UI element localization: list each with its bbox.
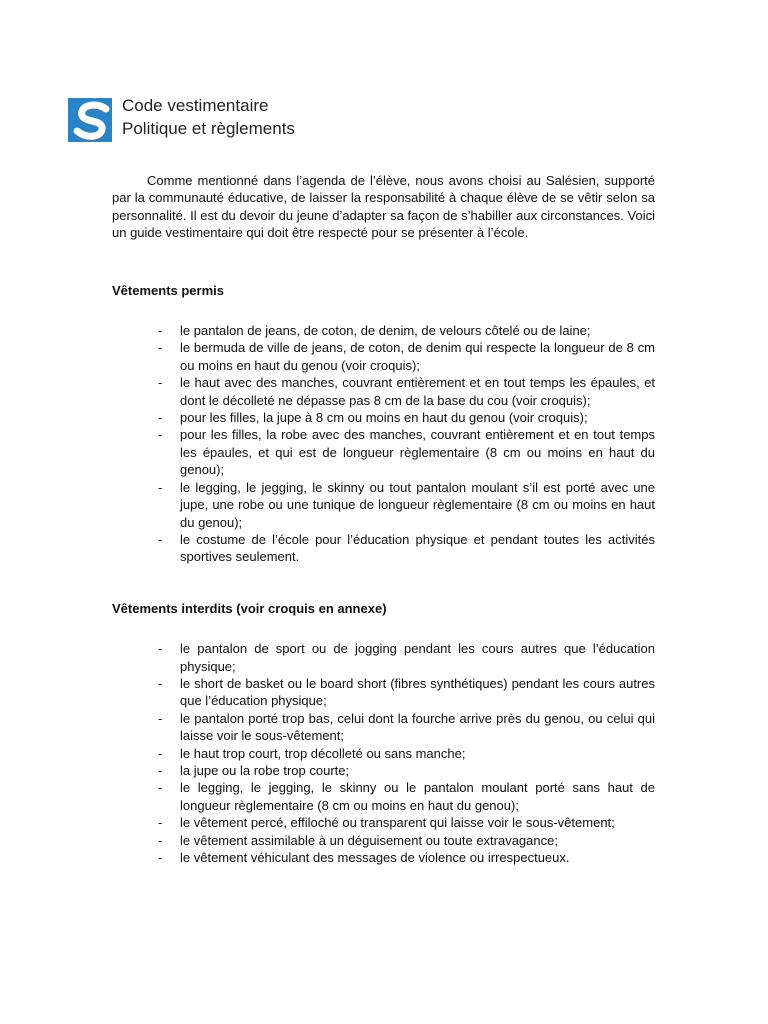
list-item: - pour les filles, la robe avec des manches, couvrant entièrement et en tout temps les épaules, et qui est de longueur règlementaire (8 cm ou moins en haut du genou); [158, 427, 655, 478]
bullet-dash: - [158, 323, 163, 339]
list-item: - le bermuda de ville de jeans, de coton, de denim qui respecte la longueur de 8 cm ou moins en haut du genou (voir croquis); [158, 340, 655, 373]
bullet-dash: - [158, 375, 163, 391]
bullet-dash: - [158, 675, 163, 691]
bullet-dash: - [158, 410, 163, 426]
list-item: - le short de basket ou le board short (fibres synthétiques) pendant les cours autres que l’éducation physique; [158, 675, 655, 709]
bullet-dash: - [158, 745, 163, 761]
list-item: - la jupe ou la robe trop courte; [158, 762, 350, 778]
allowed-list [112, 322, 655, 566]
bullet-dash: - [158, 815, 163, 831]
forbidden-list [112, 640, 655, 866]
forbidden-heading: Vêtements interdits (voir croquis en annexe) [112, 600, 387, 616]
title-line-1: Code vestimentaire [122, 96, 269, 115]
list-item: - le vêtement assimilable à un déguisement ou toute extravagance; [158, 832, 558, 848]
list-item: - le vêtement véhiculant des messages de violence ou irrespectueux. [158, 850, 570, 865]
list-item: - le legging, le jegging, le skinny ou le pantalon moulant porté sans haut de longueur règlementaire (8 cm ou moins en haut du genou); [158, 780, 655, 813]
list-item: - le pantalon de jeans, de coton, de denim, de velours côtelé ou de laine; [158, 323, 591, 339]
list-item: - pour les filles, la jupe à 8 cm ou moins en haut du genou (voir croquis); [158, 410, 588, 426]
allowed-heading: Vêtements permis [112, 282, 224, 298]
bullet-dash: - [158, 427, 163, 443]
bullet-dash: - [158, 710, 163, 726]
bullet-dash: - [158, 479, 163, 495]
list-item: - le vêtement percé, effiloché ou transparent qui laisse voir le sous-vêtement; [158, 815, 615, 831]
title-line-2: Politique et règlements [122, 119, 295, 138]
list-item: - le costume de l’école pour l’éducation physique et pendant toutes les activités sportives seulement. [158, 531, 655, 565]
list-item: - le pantalon de sport ou de jogging pendant les cours autres que l’éducation physique; [158, 641, 655, 674]
bullet-dash: - [158, 780, 163, 796]
s-logo-icon [68, 98, 112, 142]
document-body [112, 172, 655, 866]
bullet-dash: - [158, 641, 163, 657]
list-item: - le haut avec des manches, couvrant entièrement et en tout temps les épaules, et dont le décolleté ne dépasse pas 8 cm de la base du cou (voir croquis); [158, 375, 655, 408]
document-title [122, 94, 295, 140]
bullet-dash: - [158, 832, 163, 848]
list-item: - le haut trop court, trop décolleté ou sans manche; [158, 745, 466, 761]
list-item: - le legging, le jegging, le skinny ou tout pantalon moulant s’il est porté avec une jupe, une robe ou une tunique de longueur règlementaire (8 cm ou moins en haut du genou); [158, 479, 655, 530]
intro-paragraph: Comme mentionné dans l’agenda de l’élève, nous avons choisi au Salésien, supporté par la communauté éducative, de laisser la responsabilité à chaque élève de se vêtir selon sa personnalité. Il est du devoir du jeune d’adapter sa façon de s’habiller aux circonstances. Voici un guide vestimentaire qui doit être respecté pour se présenter à l’école. [112, 173, 655, 241]
bullet-dash: - [158, 340, 163, 356]
bullet-dash: - [158, 850, 163, 865]
list-item: - le pantalon porté trop bas, celui dont la fourche arrive près du genou, ou celui qui laisse voir le sous-vêtement; [158, 710, 655, 744]
bullet-dash: - [158, 531, 163, 547]
bullet-dash: - [158, 762, 163, 778]
